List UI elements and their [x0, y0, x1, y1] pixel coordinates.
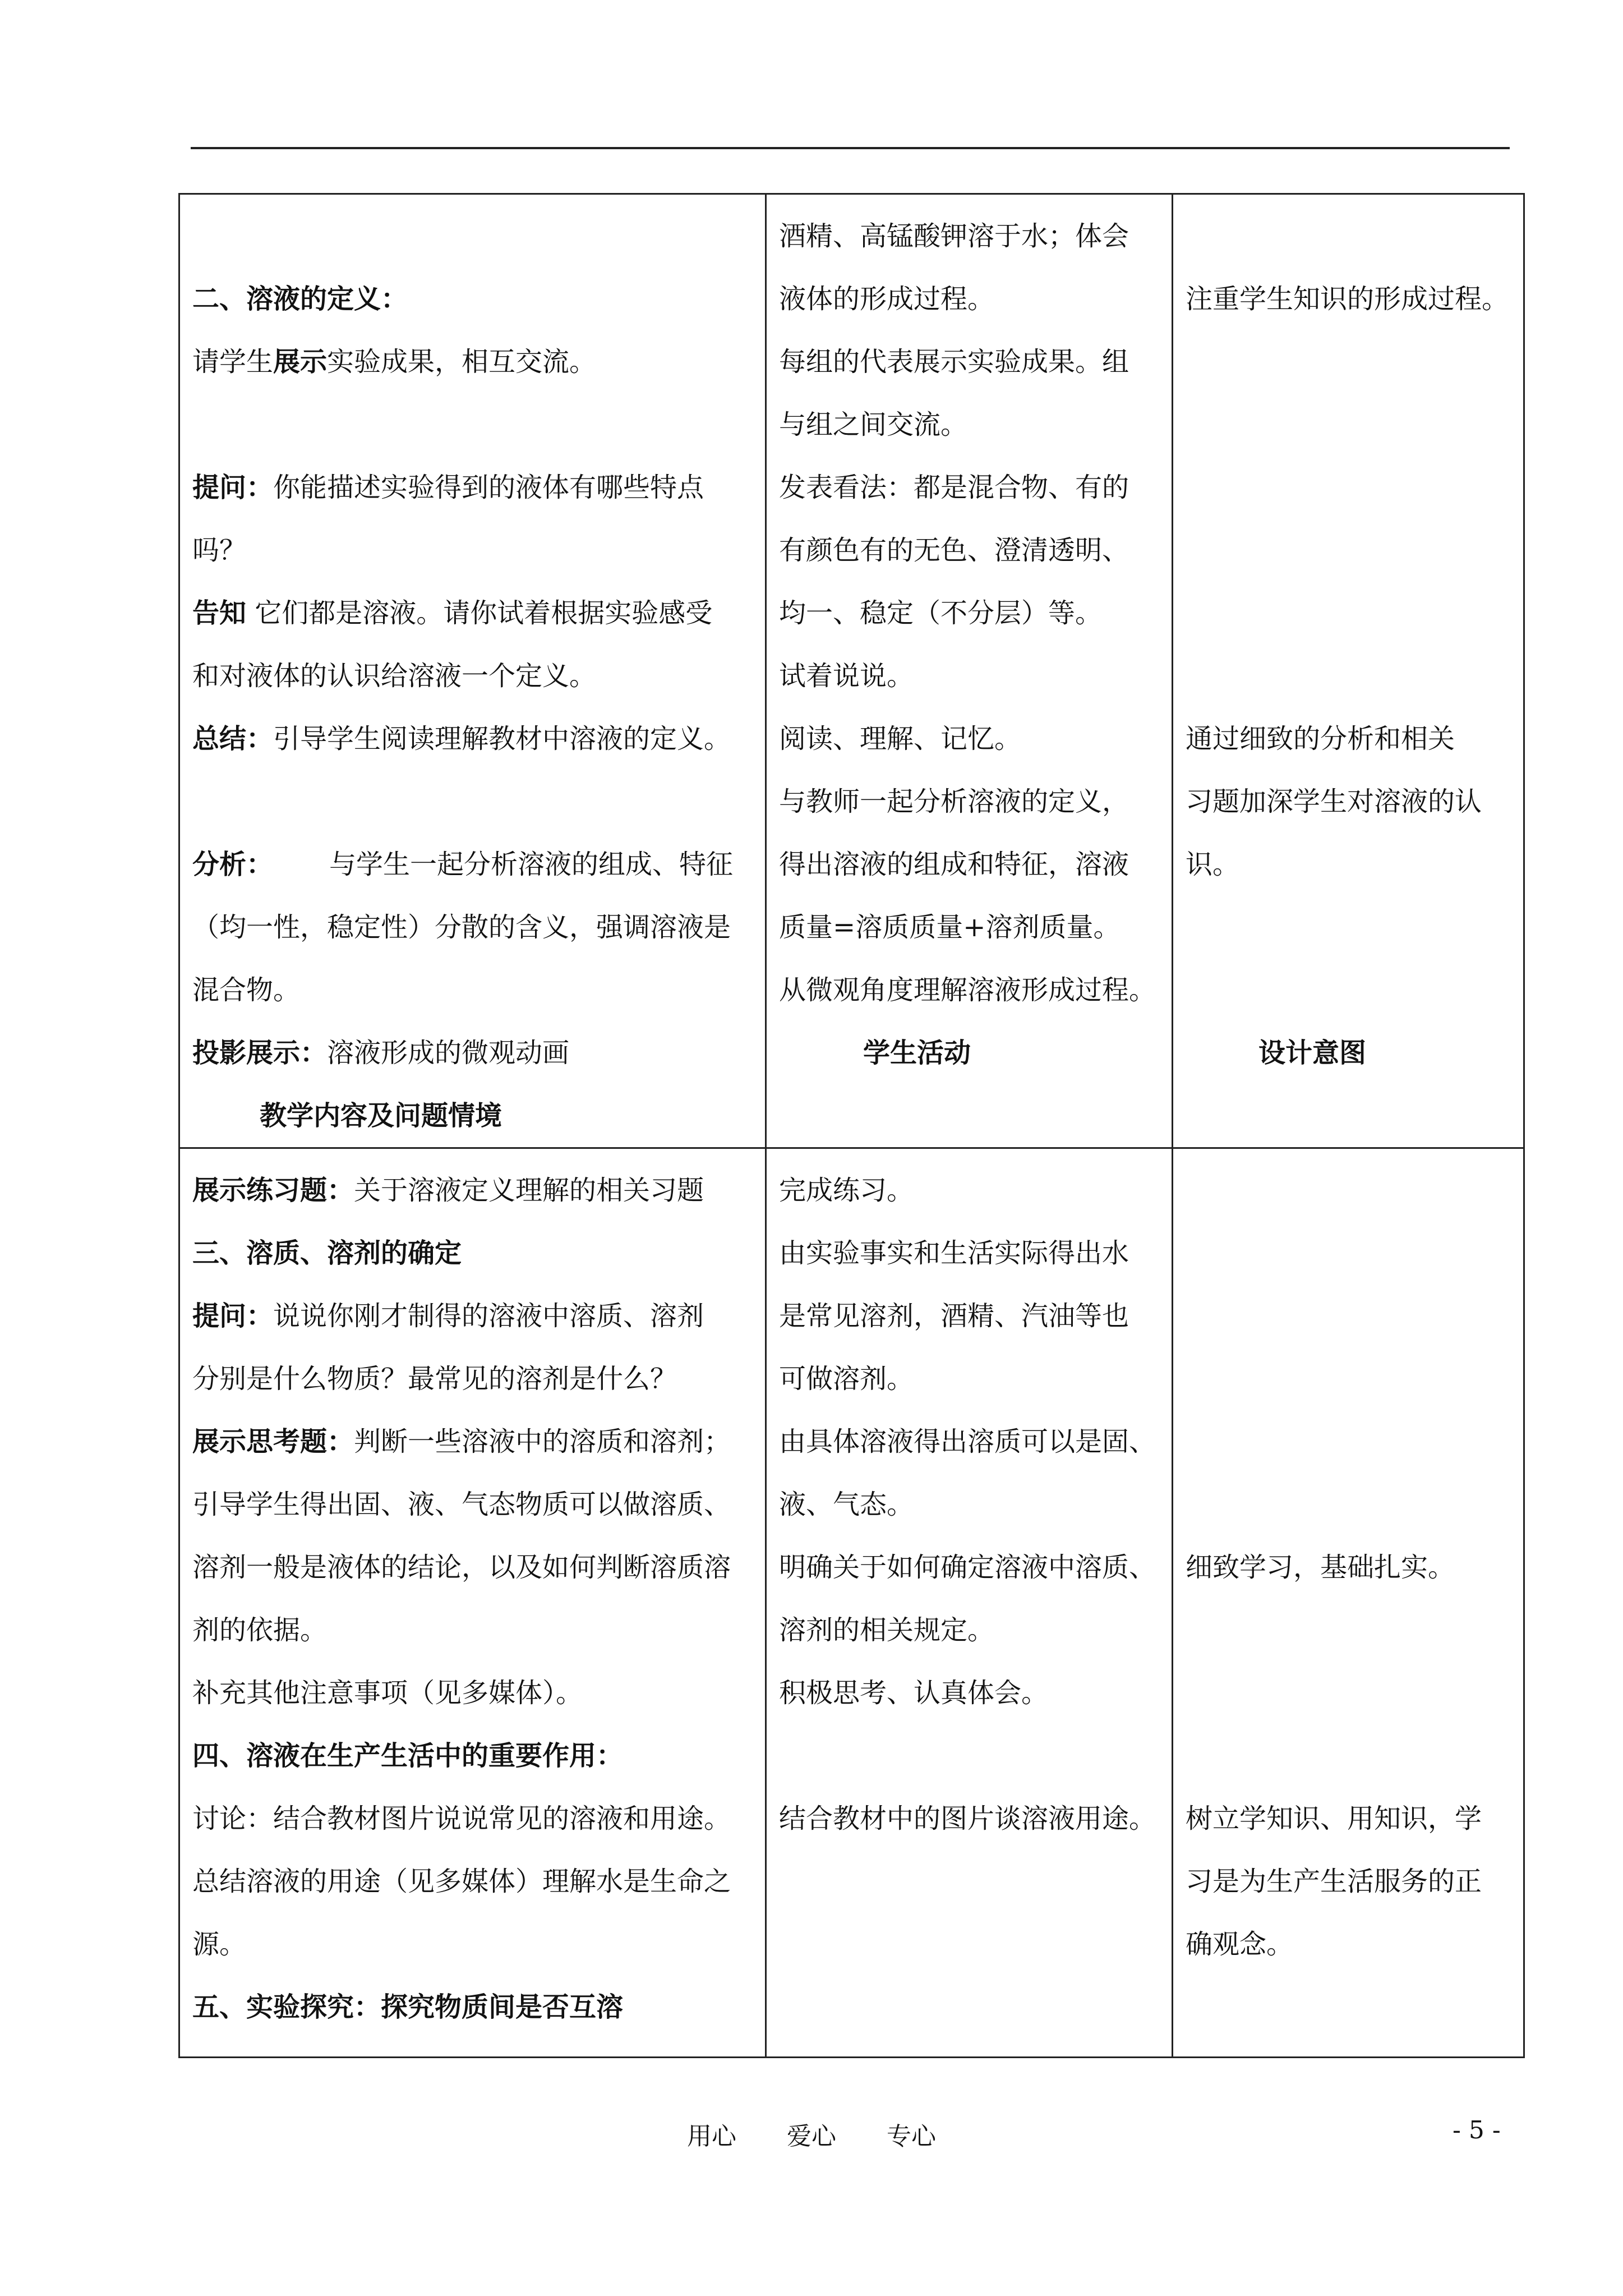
text-line: 告知 它们都是溶液。请你试着根据实验感受	[192, 597, 713, 629]
section-heading: 二、溶液的定义：	[192, 283, 408, 315]
column-header-student-activity: 学生活动	[863, 1037, 971, 1069]
header-rule	[191, 147, 1510, 149]
text-line: 剂的依据。	[192, 1614, 328, 1646]
text-line: 试着说说。	[779, 660, 914, 692]
column-header-design-intent: 设计意图	[1258, 1037, 1367, 1069]
footer-word: 专心	[887, 2122, 936, 2151]
section-heading: 三、溶质、溶剂的确定	[192, 1237, 462, 1269]
text-line: 展示思考题：判断一些溶液中的溶质和溶剂；	[192, 1426, 731, 1457]
text-line: 讨论：结合教材图片说说常见的溶液和用途。	[192, 1803, 731, 1834]
text-line: 可做溶剂。	[779, 1363, 914, 1395]
text-line: 树立学知识、用知识，学	[1186, 1803, 1482, 1834]
footer-word: 爱心	[787, 2122, 836, 2151]
text-line: 与教师一起分析溶液的定义，	[779, 786, 1129, 817]
section-heading: 四、溶液在生产生活中的重要作用：	[192, 1740, 624, 1772]
text-line: 由具体溶液得出溶质可以是固、	[779, 1426, 1156, 1457]
text-line: 明确关于如何确定溶液中溶质、	[779, 1552, 1156, 1583]
text-line: 习题加深学生对溶液的认	[1186, 786, 1482, 817]
text-line: 质量=溶质质量+溶剂质量。	[779, 912, 1121, 943]
text-line: 酒精、高锰酸钾溶于水；体会	[779, 220, 1129, 252]
design-intent-cell	[1173, 1148, 1524, 2058]
text-line: 细致学习，基础扎实。	[1186, 1552, 1455, 1583]
text-line: 与组之间交流。	[779, 409, 968, 440]
text-line: 确观念。	[1186, 1929, 1294, 1960]
text-line: 展示练习题：关于溶液定义理解的相关习题	[192, 1175, 704, 1206]
text-line: 投影展示：溶液形成的微观动画	[192, 1037, 570, 1069]
text-line: 混合物。	[192, 974, 301, 1006]
text-line: 溶剂一般是液体的结论，以及如何判断溶质溶	[192, 1552, 731, 1583]
text-line: 分析： 与学生一起分析溶液的组成、特征	[192, 849, 734, 880]
text-line: 总结溶液的用途（见多媒体）理解水是生命之	[192, 1866, 731, 1897]
teaching-content-cell	[179, 194, 766, 1148]
text-line: 识。	[1186, 849, 1240, 880]
text-line: 积极思考、认真体会。	[779, 1677, 1049, 1709]
text-line: 习是为生产生活服务的正	[1186, 1866, 1482, 1897]
text-line: 补充其他注意事项（见多媒体）。	[192, 1677, 583, 1709]
text-line: 请学生展示实验成果，相互交流。	[192, 346, 597, 378]
text-line: 和对液体的认识给溶液一个定义。	[192, 660, 597, 692]
text-line: 分别是什么物质？最常见的溶剂是什么？	[192, 1363, 677, 1395]
table-row	[179, 194, 1524, 1148]
text-line: 引导学生得出固、液、气态物质可以做溶质、	[192, 1489, 731, 1520]
text-line: 均一、稳定（不分层）等。	[779, 597, 1103, 629]
text-line: 每组的代表展示实验成果。组	[779, 346, 1129, 378]
lesson-plan-table	[178, 193, 1525, 2058]
text-line: 是常见溶剂，酒精、汽油等也	[779, 1300, 1129, 1332]
text-line: 提问：你能描述实验得到的液体有哪些特点	[192, 472, 704, 503]
text-line: 完成练习。	[779, 1175, 914, 1206]
text-line: 通过细致的分析和相关	[1186, 723, 1455, 754]
text-line: 注重学生知识的形成过程。	[1186, 283, 1509, 315]
text-line: 从微观角度理解溶液形成过程。	[779, 974, 1156, 1006]
text-line: 液、气态。	[779, 1489, 914, 1520]
text-line: 发表看法：都是混合物、有的	[779, 472, 1129, 503]
text-line: 由实验事实和生活实际得出水	[779, 1237, 1129, 1269]
text-line: 液体的形成过程。	[779, 283, 995, 315]
footer-word: 用心	[687, 2122, 736, 2151]
design-intent-cell	[1173, 194, 1524, 1148]
student-activity-cell	[766, 1148, 1173, 2058]
student-activity-cell	[766, 194, 1173, 1148]
teaching-content-cell	[179, 1148, 766, 2058]
text-line: 得出溶液的组成和特征，溶液	[779, 849, 1129, 880]
column-header-teaching-content: 教学内容及问题情境	[260, 1100, 502, 1131]
section-heading: 五、实验探究：探究物质间是否互溶	[192, 1991, 624, 2023]
text-line: 有颜色有的无色、澄清透明、	[779, 535, 1129, 566]
text-line: 结合教材中的图片谈溶液用途。	[779, 1803, 1156, 1834]
text-line: 溶剂的相关规定。	[779, 1614, 995, 1646]
page-number: - 5 -	[1453, 2116, 1501, 2145]
text-line: 阅读、理解、记忆。	[779, 723, 1022, 754]
text-line: 总结：引导学生阅读理解教材中溶液的定义。	[192, 723, 731, 754]
text-line: 源。	[192, 1929, 247, 1960]
text-line: 提问：说说你刚才制得的溶液中溶质、溶剂	[192, 1300, 704, 1332]
text-line: 吗？	[192, 535, 247, 566]
footer-motto	[0, 2116, 1623, 2152]
table-row	[179, 1148, 1524, 2058]
text-line: （均一性，稳定性）分散的含义，强调溶液是	[192, 912, 731, 943]
